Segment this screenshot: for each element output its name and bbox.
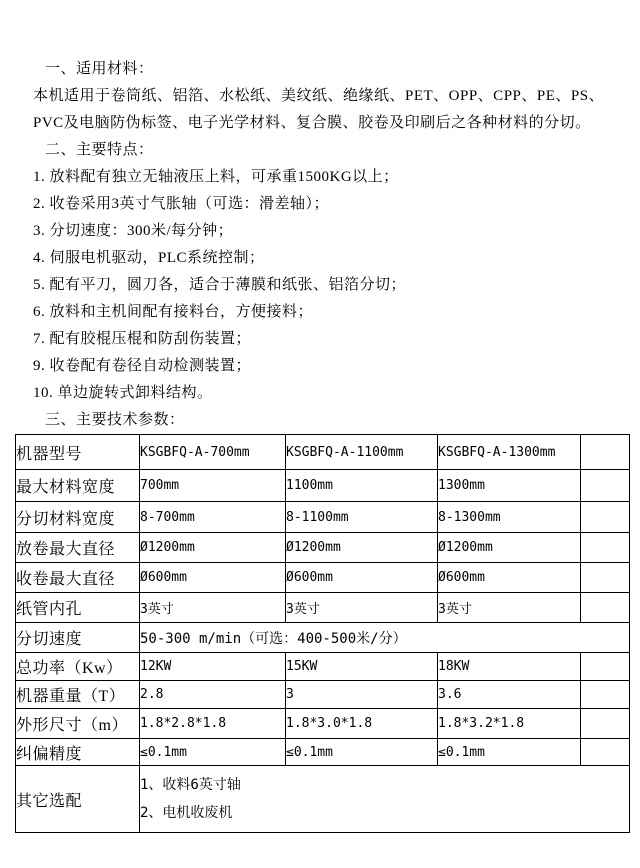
spec-value-cell: Ø1200mm (140, 533, 286, 563)
spec-row-label: 外形尺寸（m） (16, 709, 140, 739)
spec-value-cell-merged (140, 766, 630, 833)
spec-value-cell: KSGBFQ-A-1300mm (438, 435, 581, 470)
spec-value-cell: 700mm (140, 470, 286, 502)
spec-row-label: 机器型号 (16, 435, 140, 470)
spec-value-cell: Ø1200mm (438, 533, 581, 563)
empty-cell (581, 653, 630, 681)
empty-cell (581, 739, 630, 766)
feature-item: 3. 分切速度：300米/每分钟； (33, 223, 234, 239)
spec-value-cell: 3英寸 (140, 593, 286, 623)
feature-item: 1. 放料配有独立无轴液压上料，可承重1500KG以上； (33, 169, 399, 185)
spec-value-cell: Ø600mm (140, 563, 286, 593)
empty-cell (581, 533, 630, 563)
empty-cell (581, 593, 630, 623)
spec-value-cell: 1300mm (438, 470, 581, 502)
spec-value-cell: ≤0.1mm (286, 739, 438, 766)
table-row (16, 563, 630, 593)
spec-row-label: 分切速度 (16, 623, 140, 653)
spec-value-cell: 18KW (438, 653, 581, 681)
feature-item: 9. 收卷配有卷径自动检测装置； (33, 358, 252, 374)
materials-paragraph-line: PVC及电脑防伪标签、电子光学材料、复合膜、胶卷及印刷后之各种材料的分切。 (33, 115, 591, 131)
spec-value-cell: Ø600mm (286, 563, 438, 593)
spec-row-label: 其它选配 (16, 766, 140, 833)
spec-row-label: 总功率（Kw） (16, 653, 140, 681)
table-row (16, 470, 630, 502)
spec-table (15, 434, 630, 833)
spec-row-label: 机器重量（T） (16, 681, 140, 709)
spec-row-label: 纸管内孔 (16, 593, 140, 623)
materials-paragraph-line: 本机适用于卷筒纸、铝箔、水松纸、美纹纸、绝缘纸、PET、OPP、CPP、PE、PS、 (33, 88, 605, 104)
option-line: 1、收料6英寸轴 (140, 777, 241, 793)
section-heading-parameters: 三、主要技术参数： (45, 412, 185, 428)
spec-value-cell: KSGBFQ-A-1100mm (286, 435, 438, 470)
spec-value-cell: 3英寸 (438, 593, 581, 623)
spec-value-cell: 8-1300mm (438, 502, 581, 533)
table-row (16, 739, 630, 766)
spec-row-label: 收卷最大直径 (16, 563, 140, 593)
feature-item: 10. 单边旋转式卸料结构。 (33, 385, 213, 401)
spec-value-cell: 1.8*2.8*1.8 (140, 709, 286, 739)
spec-value-cell-merged: 50-300 m/min（可选：400-500米/分） (140, 623, 630, 653)
spec-value-cell: 12KW (140, 653, 286, 681)
spec-value-cell: 8-1100mm (286, 502, 438, 533)
feature-item: 2. 收卷采用3英寸气胀轴（可选：滑差轴）； (33, 196, 330, 212)
spec-value-cell: 1.8*3.0*1.8 (286, 709, 438, 739)
table-row (16, 533, 630, 563)
table-row (16, 435, 630, 470)
table-row (16, 502, 630, 533)
spec-value-cell: Ø600mm (438, 563, 581, 593)
spec-value-cell: ≤0.1mm (438, 739, 581, 766)
table-row (16, 593, 630, 623)
spec-row-label: 最大材料宽度 (16, 470, 140, 502)
table-row (16, 653, 630, 681)
spec-value-cell: 3.6 (438, 681, 581, 709)
spec-value-cell: 3 (286, 681, 438, 709)
spec-value-cell: 15KW (286, 653, 438, 681)
empty-cell (581, 502, 630, 533)
spec-row-label: 分切材料宽度 (16, 502, 140, 533)
section-heading-materials: 一、适用材料： (45, 61, 154, 77)
table-row (16, 766, 630, 833)
spec-value-cell: 8-700mm (140, 502, 286, 533)
empty-cell (581, 681, 630, 709)
spec-value-cell: 3英寸 (286, 593, 438, 623)
feature-item: 6. 放料和主机间配有接料台，方便接料； (33, 304, 314, 320)
empty-cell (581, 563, 630, 593)
section-heading-features: 二、主要特点： (45, 142, 154, 158)
feature-item: 4. 伺服电机驱动，PLC系统控制； (33, 250, 265, 266)
spec-value-cell: KSGBFQ-A-700mm (140, 435, 286, 470)
option-line: 2、电机收废机 (140, 805, 233, 821)
table-row (16, 623, 630, 653)
feature-item: 7. 配有胶棍压棍和防刮伤装置； (33, 331, 252, 347)
spec-value-cell: 1100mm (286, 470, 438, 502)
spec-row-label: 放卷最大直径 (16, 533, 140, 563)
spec-value-cell: 2.8 (140, 681, 286, 709)
empty-cell (581, 435, 630, 470)
table-row (16, 709, 630, 739)
empty-cell (581, 470, 630, 502)
spec-value-cell: Ø1200mm (286, 533, 438, 563)
table-row (16, 681, 630, 709)
feature-item: 5. 配有平刀，圆刀各，适合于薄膜和纸张、铝箔分切； (33, 277, 407, 293)
empty-cell (581, 709, 630, 739)
spec-value-cell: ≤0.1mm (140, 739, 286, 766)
spec-value-cell: 1.8*3.2*1.8 (438, 709, 581, 739)
spec-row-label: 纠偏精度 (16, 739, 140, 766)
